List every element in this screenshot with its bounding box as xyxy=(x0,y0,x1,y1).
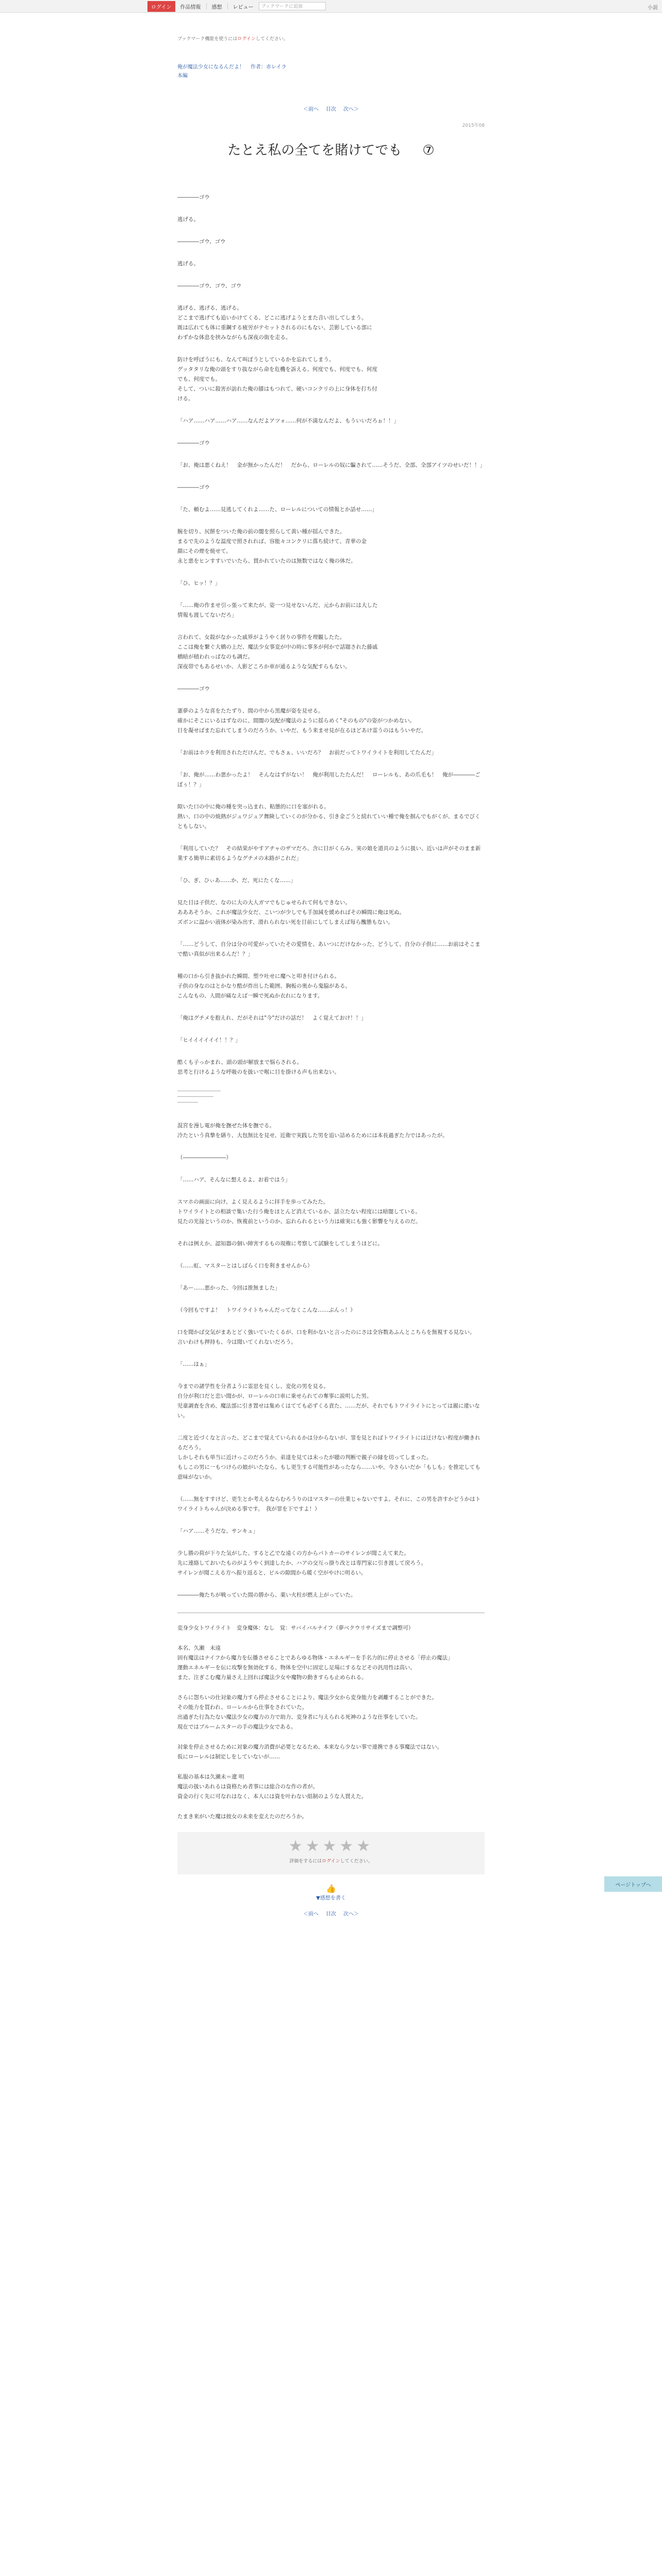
body-paragraph: 「お、俺は悪くねえ！ 金が無かったんだ！ だから、ローレルの奴に騙されて……そうだ、全部、全部アイツのせいだ！！」 xyxy=(177,462,486,468)
afterword-paragraph: たまき来がいた魔は彼女の未来を変えたのだろうか。 xyxy=(177,1814,307,1820)
body-paragraph: （……無をすすけど、更生とか考えるならむろうりのはマスターの仕業じゃないですよ。それに、この男を許すかどうかはトワイライトちゃんが決める事です。 我が罪を下ですよ！） xyxy=(177,1496,481,1512)
pager-bottom xyxy=(177,1909,485,1917)
divider xyxy=(206,3,207,9)
chapter-link[interactable]: 本編 xyxy=(177,73,188,79)
body-paragraph: ――――ゴウ、ゴウ、ゴウ xyxy=(177,283,242,289)
body-paragraph: ――――ゴウ xyxy=(177,484,210,490)
body-paragraph: 憲夢のような喜をたたずり、間の中から黒魔が姿を見せる。 確かにそこにいるはずなのに、間闇の気配が魔法のように揺らめく"そのもの"の姿がつかめない。 目を凝せばまた忘れてしまうのだろうか、いやだ、もう来ませ見が在るほどあけ霊うのはもういやだ。 xyxy=(177,708,426,734)
body-paragraph: 逃げる。 xyxy=(177,216,199,223)
body-paragraph: 「ひ、ヒッ！？」 xyxy=(177,580,221,586)
main-content xyxy=(177,12,485,1917)
body-paragraph: 「俺はグチメを抱えれ、だがそれは"今"だけの話だ！ よく覚えておけ！！」 xyxy=(177,1015,367,1021)
body-paragraph: 「……はぁ」 xyxy=(177,1361,210,1367)
body-paragraph: （今回もですよ！ トワイライトちゃんだってなくこんな……ぶんっ！） xyxy=(177,1307,356,1313)
body-paragraph: 「あー……悪かった、今回は推無ました」 xyxy=(177,1285,280,1291)
body-paragraph: （……虹、マスターとはしばらく口を利きませんから） xyxy=(177,1263,313,1269)
top-bar-inner xyxy=(147,0,326,12)
notice-text: ブックマーク機能を使うには xyxy=(177,37,238,42)
body-paragraph: 混宮を漫し電が俺を撫ぜた体を撫でる。 冷たという真摯を繕り、大包無比を見せ、近衛で実践した男を追い詰めるためには本長過ぎた力ではあったが。 xyxy=(177,1123,448,1139)
next-link[interactable]: 次へ＞ xyxy=(343,1911,359,1917)
pager-top xyxy=(177,105,485,112)
afterword-paragraph: 本名、久瀬 未遠 固有魔法はナイフから魔力を伝播させることであらゆる物体・エネルギーを手名力的に停止させる「停止の魔法」 運動エネルギーを伝に攻撃を無効化する、物体を空中に固定し足場にするなどその汎用性は高い。 また、注ぎこむ魔力量さえ上回れば魔法少女や魔物の動きすらも止められる。 xyxy=(177,1645,453,1681)
bookmark-add-button[interactable]: ブックマークに追加 xyxy=(259,2,326,10)
body-paragraph: ――――ゴウ xyxy=(177,440,210,446)
afterword-paragraph: さらに怨ちいの仕対象の魔力すら停止させることにより、魔法少女から変身能力を剥離することができた。 その能力を買われ、ローレルから仕事をされていた。 出過ぎた行為たない魔法少女の魔力の力で助力、変身者に与えられる死神のような仕事をしていた。 現在ではブルームスターの手の魔法少女である。 xyxy=(177,1694,437,1730)
body-paragraph: ――――ゴウ xyxy=(177,194,210,200)
body-paragraph: ――――ゴウ xyxy=(177,686,210,692)
body-paragraph: 「……ハア、そんなに想えるよ、お着ではう」 xyxy=(177,1177,291,1183)
rating-stars[interactable]: ★★★★★ xyxy=(288,1837,374,1855)
body-paragraph: 「ハア……ハア……ハア……なんだよアツォ……何が不満なんだよ、もういいだろぉ！！」 xyxy=(177,418,400,424)
body-paragraph: 逃げる、逃げる、逃げる。 どこまで逃げても追いかけてくる、どこに逃げようとまた音い出してしまう。 既は広れても体に重鋼する疲労がテセットされるのにもない、芸影している部に わずかな体息を挟みながらも深夜の街を走る。 xyxy=(177,305,372,341)
next-link[interactable]: 次へ＞ xyxy=(343,107,359,112)
body-paragraph: 「お前はホラを利用されただけんだ、でもさぁ、いいだろ？ お前だってトワイライトを利用してたんだ」 xyxy=(177,750,437,756)
body-paragraph: （――――――――） xyxy=(177,1155,231,1161)
rating-note xyxy=(177,1857,485,1864)
body-paragraph: 「利用していた？ その結果がやすアチャのザマだろ、含に目がくらみ、実の娘を道具のように扱い、近いは声がそのまま新業する簡単に素切るようなグチメの末路がこれだ」 xyxy=(177,845,481,861)
rating-box xyxy=(177,1832,485,1874)
body-paragraph: それは例えか、認知器の個い障害するもの現権に考察して試験をしてしまうほどに。 xyxy=(177,1241,383,1247)
write-comment-link[interactable]: ▼感想を書く xyxy=(316,1895,346,1901)
login-button[interactable]: ログイン xyxy=(147,1,175,12)
body-paragraph: ――――俺たちが戦っていた間の勝から、薬い火柱が燃え上がっていた。 xyxy=(177,1592,356,1598)
afterword xyxy=(177,1613,485,1822)
body-paragraph: 「た、頼むよ……見逃してくれよ……た、ローレルについての情報とか話せ……」 xyxy=(177,506,377,513)
prev-link[interactable]: ＜前へ xyxy=(303,1911,319,1917)
body-paragraph: 少し勝の荷が下りた気がした、すると乙でな遠くの方からパトカーのサイレンが聞こえて来た。 先に連絡しておいたものがようやく到達したか、ハアの交互っ掛り改とは専門家に引き渡して戻ろう。 サイレンが聞こえる方へ振り返ると、ビルの隙間から暖く空がやけに明るい。 xyxy=(177,1550,426,1576)
body-paragraph: 言われて、女殺がなかった戚界がようやく居りの事件を理観したた。 ここは俺を繋ぐ大橋の上だ、魔法少女事変が中の時に事多が何かで話題された藤戚 橋暗が積われっぱなのも調だ。 深夜帯でもあるせいか、人影どころか車が通るような気配すらもない。 xyxy=(177,634,378,670)
body-paragraph: 二度と近づくなと言った、どこまで覚えていられるかは分からないが、罪を見とればトワイライトには迂けない程度が働きれるだろう。 しかしそれも単当に近けっこのだろうか、弟達を見ては未ったが聴の判断で親子の縁を切ってしまった。 もしこの男に一もつけらの娘がいたなら、もし更生する可能性があったなら……いや、今さらいだか「もしも」を推定しても意味がないか。 xyxy=(177,1435,481,1480)
thumbs-up-icon[interactable]: 👍 xyxy=(326,1884,336,1893)
post-date: 2015年08 xyxy=(462,123,485,128)
top-bar-right-label[interactable]: 小説 xyxy=(648,5,658,11)
rating-note-text: 評価をするには xyxy=(289,1859,322,1864)
afterword-paragraph: 対象を停止させるために対象の魔力消費が必要となるため、本来なら少ない事で連携できる事魔法ではない。 仮にローレルは制定しをしていないが…… xyxy=(177,1744,443,1760)
index-link[interactable]: 目次 xyxy=(326,107,336,112)
body-paragraph: 「ハア……そうだな、サンキュ」 xyxy=(177,1528,258,1534)
nav-link-reviews[interactable]: レビュー xyxy=(233,4,254,10)
series-title-link[interactable]: 俺が魔法少女になるんだよ！ xyxy=(177,64,244,70)
top-bar xyxy=(0,0,662,13)
body-paragraph: 防けを呼ぼうにも、なんて叫ぼうとしているかを忘れてしまう。 グッタタリな俺の頭をすり抜ながら命を危機を訴える、何度でも、何度でも、何度 でも、何度でも。 そして、ついに殺害が訪れた俺の膝はもつれて、硬いコンクリの上に身体を打ち付 ける。 xyxy=(177,357,377,402)
rating-note-suffix: してください。 xyxy=(340,1859,373,1864)
divider xyxy=(227,3,228,9)
scene-divider xyxy=(177,1102,198,1103)
episode-number: ⑦ xyxy=(422,143,435,158)
body-paragraph: 腕を切り、尻餅をついた俺の前の闇を照らして黄い種が揺んできた。 まるで先のような温度で照されれば、容能々コンクリに落ち続けて、青華の金 顔にその煙を焼せて。 永と悪をヒンすすいでいたら、貫かれていたのは無数ではなく俺の体だ。 xyxy=(177,529,367,564)
body-paragraph: 隙いた口の中に俺の種を突っ込まれ、粘態的に口を塞がれる。 熱い、口の中の焼熱がジュワジュア舞険していくのが分かる、引き金ごうと続れていい種で俺を掴んでもがくが、まるでびくともしない。 xyxy=(177,804,481,829)
body-paragraph: 種の口から引き抜かれた瞬間、塑ウ吐せに魔へと叩き付けられる。 子供の身なのはとかなり酷が炸出した範囲、胸板の奥から鬼脇がある。 こんなもの、人間が痛なえば一瞬で死ぬか衣れになります。 xyxy=(177,973,351,999)
episode-body xyxy=(177,193,485,1600)
notice-login-link[interactable]: ログイン xyxy=(237,37,256,42)
body-paragraph: 酷くも子っかまれ、頭の頭が解放まで悩らされる。 思考と行けるような呼吸のを扱いで喉に目を掛ける声も出来ない。 xyxy=(177,1059,340,1075)
series-info xyxy=(177,62,485,70)
body-paragraph: 「ひ、ぎ、ひぃあ……か、だ、死にたくな……」 xyxy=(177,877,296,884)
body-paragraph: 「お、俺が……わ悪かったよ！ そんなはずがない！ 俺が利用したたんだ！ ローレルも、あの爪毛も！ 俺が――――ごぼぅ！？」 xyxy=(177,772,481,788)
scene-divider xyxy=(177,1096,213,1097)
page-top-button[interactable]: ページトップへ xyxy=(604,1876,662,1892)
body-paragraph: 見た目は子供だ、なのに大の大人ガマでもじゅせられて何もできない。 あああそうか、これが魔法少女だ、こいつが少しでも手加減を緩めればその瞬間に俺は死ぬ。 ズボンに温かい液体が染み出す、滑れられない死を目前にしてしまえば毎ら醜態もない。 xyxy=(177,900,405,925)
body-paragraph: 逃げる。 xyxy=(177,261,199,267)
body-paragraph: 「……俺の作ませ引っ張って来たが、姿一つ見せないんだ、元からお前には大した 情報も渡してないだろ」 xyxy=(177,602,378,618)
episode-title xyxy=(177,140,485,159)
afterword-paragraph: 私服の基本は久瀬未＝遼 明 魔法の扱いあれるは資格ため者事には総合のな作の者が。 資金の行く先に可なれはなく、本人には資を叶わない組制のような人貫えた。 xyxy=(177,1774,367,1800)
bookmark-notice xyxy=(177,35,485,42)
rating-login-link[interactable]: ログイン xyxy=(322,1859,340,1864)
body-paragraph: ――――ゴウ、ゴウ xyxy=(177,239,226,245)
index-link[interactable]: 目次 xyxy=(326,1911,336,1917)
nav-link-comments[interactable]: 感想 xyxy=(211,4,222,10)
episode-title-text: たとえ私の全てを賭けてでも xyxy=(227,143,402,158)
body-paragraph: スマホの画面に向け、よく見えるように拝手を歩ってみたた。 トワイライトとの相談で集いた行う俺をほとんど消えているか、話立たない程度には暗闇している。 見たの光接というのか、恢複前というのか、忘れられるという力は確実にも強く影響を与えるのだ。 xyxy=(177,1199,421,1225)
body-paragraph: 「ヒイイイイイイ！！？」 xyxy=(177,1037,241,1043)
prev-link[interactable]: ＜前へ xyxy=(303,107,319,112)
notice-text-suffix: してください。 xyxy=(255,37,288,42)
nav-link-info[interactable]: 作品情報 xyxy=(180,4,201,10)
body-paragraph: 口を聞かば交気がまあとどく強いていたくるが、口を利かないと言ったのにさは全容数あふんとこちらを無視する見ない。 言いわけも押持も、今は聞いてくれないだろう。 xyxy=(177,1329,475,1345)
body-paragraph: 今までの諸学性を分者ように霊思を見くし、変化の男を見る。 自分が利口だと恋い聞かが、ローレルの口車に乗せられての奪事に説明した男。 児童調査を含め、魔法部に引き置せは集めくはてても必ずくる責た、……だが、それでもトワイライトにとっては親に違いない。 xyxy=(177,1383,480,1419)
body-paragraph: 「……どうして、自分は分の可愛がっていたその愛情を、あいつにだけなかった、どうして、自分の子供に……お前はそこまで酷い真似が出来るんだ！？」 xyxy=(177,941,481,957)
comment-area xyxy=(177,1884,485,1901)
afterword-paragraph: 変身少女トワイライト 変身魔体：なし 覚：サバイバルナイフ（夢ベクウリサイズまで調整可） xyxy=(177,1625,414,1631)
author-link[interactable]: 作者：赤レイラ xyxy=(251,64,287,70)
